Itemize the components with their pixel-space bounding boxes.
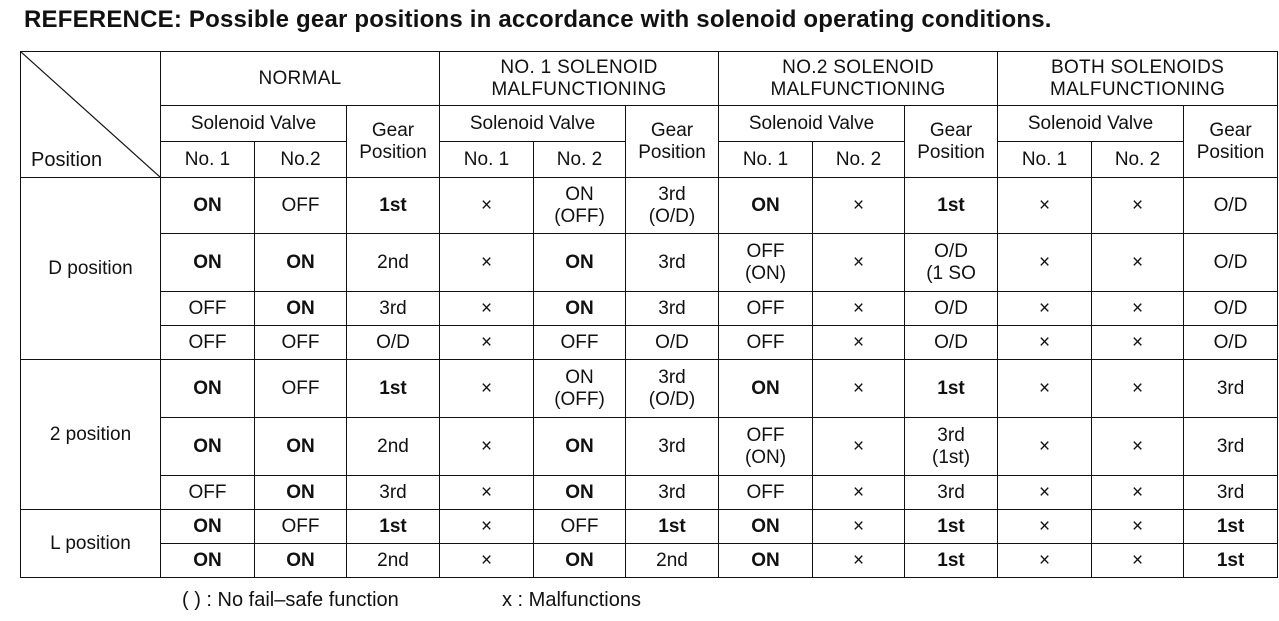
table-cell: 3rd [1184,360,1278,418]
table-cell: ON [255,234,347,292]
table-cell: × [440,178,534,234]
table-cell: ON [719,178,813,234]
table-cell: 1st [905,360,998,418]
table-row [21,418,1278,476]
group-no2-malfunction-header: NO.2 SOLENOID MALFUNCTIONING [719,52,998,106]
table-cell: × [440,234,534,292]
no1-header: No. 1 [161,142,255,178]
gear-position-header: Gear Position [905,106,998,178]
no1-header: No. 1 [440,142,534,178]
table-cell: × [440,544,534,578]
table-cell: × [813,544,905,578]
gear-position-header: Gear Position [347,106,440,178]
table-cell: O/D (1 SO [905,234,998,292]
table-cell: × [813,418,905,476]
table-row [21,476,1278,510]
table-cell: OFF [719,326,813,360]
table-cell: × [1092,510,1184,544]
table-cell: × [813,326,905,360]
table-cell: × [440,326,534,360]
table-cell: ON [255,418,347,476]
table-cell: 3rd [1184,476,1278,510]
table-cell: O/D [1184,234,1278,292]
table-cell: 3rd [626,234,719,292]
table-cell: 3rd [1184,418,1278,476]
table-cell: × [440,418,534,476]
group-no1-malfunction-header: NO. 1 SOLENOID MALFUNCTIONING [440,52,719,106]
gear-position-table [20,51,1278,578]
table-cell: 1st [626,510,719,544]
table-cell: 1st [905,544,998,578]
table-cell: ON [719,510,813,544]
table-cell: 3rd [626,418,719,476]
table-row [21,360,1278,418]
table-cell: 1st [905,178,998,234]
gear-position-header: Gear Position [626,106,719,178]
table-cell: × [998,544,1092,578]
table-cell: × [1092,544,1184,578]
table-cell: ON [534,234,626,292]
table-cell: OFF [719,476,813,510]
table-cell: × [998,292,1092,326]
table-cell: OFF (ON) [719,234,813,292]
table-cell: ON [161,418,255,476]
table-cell: × [813,292,905,326]
table-cell: × [440,476,534,510]
no2-header: No. 2 [813,142,905,178]
table-cell: ON [161,178,255,234]
table-cell: ON [534,476,626,510]
table-cell: × [998,510,1092,544]
table-cell: 2nd [347,544,440,578]
table-cell: 3rd (O/D) [626,360,719,418]
table-cell: 3rd (1st) [905,418,998,476]
table-cell: 2nd [347,418,440,476]
table-row [21,510,1278,544]
table-cell: ON [719,360,813,418]
table-cell: 1st [347,510,440,544]
table-cell: OFF [534,510,626,544]
table-cell: × [1092,178,1184,234]
solenoid-valve-header: Solenoid Valve [161,106,347,142]
table-cell: 1st [905,510,998,544]
group-normal-header: NORMAL [161,52,440,106]
table-cell: 3rd [626,476,719,510]
table-cell: ON [534,292,626,326]
group-both-malfunction-header: BOTH SOLENOIDS MALFUNCTIONING [998,52,1278,106]
table-cell: OFF [255,178,347,234]
table-cell: O/D [905,326,998,360]
table-cell: O/D [347,326,440,360]
position-label: 2 position [21,360,161,510]
table-cell: 3rd [347,292,440,326]
table-cell: 1st [347,360,440,418]
table-cell: 2nd [347,234,440,292]
table-cell: 1st [1184,510,1278,544]
table-cell: × [1092,326,1184,360]
position-header-label: Position [31,149,103,171]
table-cell: OFF [161,476,255,510]
page-title: REFERENCE: Possible gear positions in accordance with solenoid operating conditions. [24,6,1052,33]
table-cell: ON [161,360,255,418]
table-cell: O/D [905,292,998,326]
table-cell: × [440,292,534,326]
table-cell: × [813,476,905,510]
no1-header: No. 1 [719,142,813,178]
table-cell: ON [534,418,626,476]
table-cell: × [998,360,1092,418]
table-cell: OFF [255,326,347,360]
table-cell: 3rd [347,476,440,510]
table-cell: ON [255,476,347,510]
table-cell: 1st [1184,544,1278,578]
table-cell: × [1092,292,1184,326]
table-cell: O/D [1184,292,1278,326]
table-cell: ON [161,234,255,292]
position-label: L position [21,510,161,578]
legend-no-failsafe: ( ) : No fail–safe function [182,589,399,611]
table-cell: O/D [1184,326,1278,360]
table-cell: × [813,510,905,544]
table-cell: OFF [719,292,813,326]
table-cell: × [440,510,534,544]
table-cell: ON [161,544,255,578]
table-cell: ON [719,544,813,578]
table-row [21,544,1278,578]
table-cell: × [998,234,1092,292]
table-cell: 3rd [626,292,719,326]
table-body [21,178,1278,578]
table-cell: × [998,476,1092,510]
table-cell: × [998,326,1092,360]
table-cell: × [813,234,905,292]
table-row [21,234,1278,292]
no1-header: No. 1 [998,142,1092,178]
table-cell: OFF [255,510,347,544]
no2-header: No. 2 [534,142,626,178]
table-cell: × [813,178,905,234]
table-row [21,326,1278,360]
table-cell: OFF [161,292,255,326]
position-label: D position [21,178,161,360]
table-row [21,178,1278,234]
table-cell: 3rd (O/D) [626,178,719,234]
table-cell: × [1092,476,1184,510]
table-cell: × [998,418,1092,476]
table-cell: × [1092,360,1184,418]
no2-header: No.2 [255,142,347,178]
table-cell: × [1092,418,1184,476]
table-cell: × [1092,234,1184,292]
solenoid-valve-header: Solenoid Valve [998,106,1184,142]
table-cell: 1st [347,178,440,234]
table-cell: 2nd [626,544,719,578]
table-cell: × [440,360,534,418]
table-cell: ON [161,510,255,544]
table-cell: OFF [161,326,255,360]
gear-position-header: Gear Position [1184,106,1278,178]
table-cell: OFF [255,360,347,418]
solenoid-valve-header: Solenoid Valve [719,106,905,142]
table-cell: ON [255,544,347,578]
table-cell: ON [534,544,626,578]
table-cell: OFF [534,326,626,360]
table-cell: × [813,360,905,418]
table-cell: ON [255,292,347,326]
table-row [21,292,1278,326]
position-corner-cell [21,52,161,178]
legend-malfunctions: x : Malfunctions [502,589,641,611]
table-cell: OFF (ON) [719,418,813,476]
table-cell: 3rd [905,476,998,510]
solenoid-valve-header: Solenoid Valve [440,106,626,142]
table-cell: O/D [1184,178,1278,234]
table-cell: ON (OFF) [534,178,626,234]
no2-header: No. 2 [1092,142,1184,178]
table-cell: ON (OFF) [534,360,626,418]
table-cell: × [998,178,1092,234]
table-cell: O/D [626,326,719,360]
